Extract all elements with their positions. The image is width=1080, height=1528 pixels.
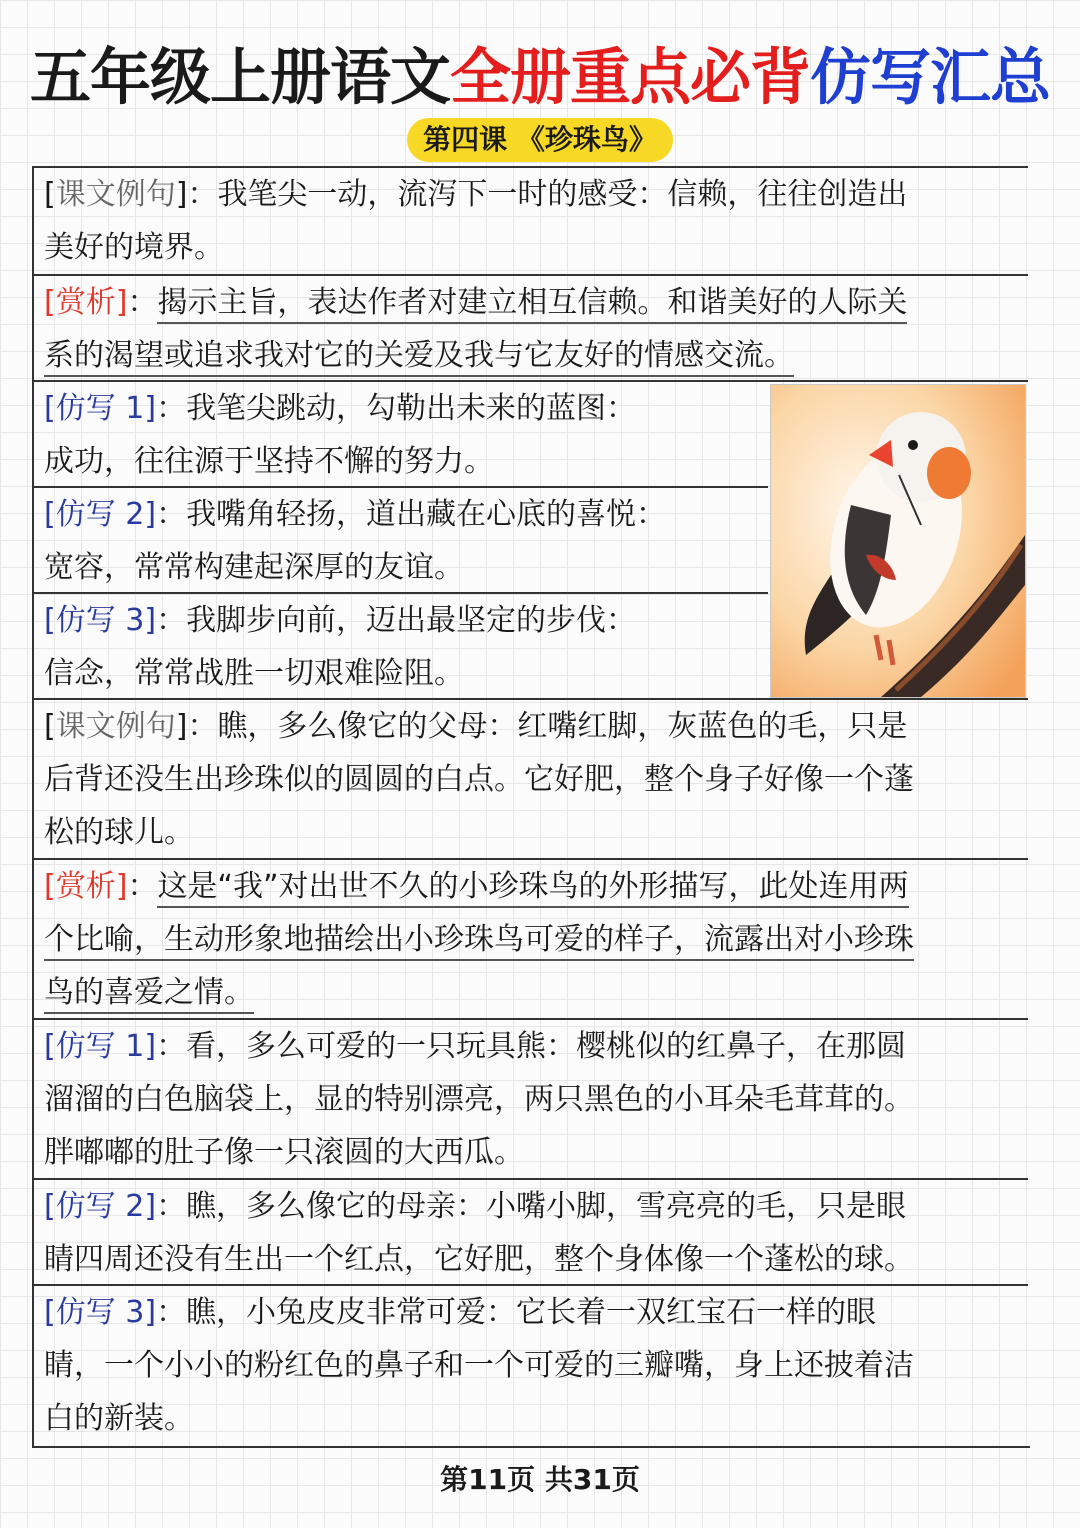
zebra-finch-image — [770, 384, 1026, 698]
section-tag: 仿写 3 — [55, 603, 145, 638]
page-number: 第11页 共31页 — [440, 1463, 640, 1496]
page-title — [0, 40, 1080, 116]
section-tag: 仿写 3 — [55, 1295, 145, 1330]
section-imitation-3b: [仿写 3]：瞧，小兔皮皮非常可爱：它长着一双红宝石一样的眼 睛，一个小小的粉红色的鼻子和一个可爱的三瓣嘴，身上还披着洁 白的新装。 — [34, 1284, 1028, 1446]
section-line: 鸟的喜爱之情。 — [44, 975, 254, 1014]
bracket-close: ] — [175, 177, 188, 212]
section-imitation-2b: [仿写 2]：瞧，多么像它的母亲：小嘴小脚，雪亮亮的毛，只是眼 睛四周还没有生出一个红点，它好肥，整个身体像一个蓬松的球。 — [34, 1178, 1028, 1286]
section-tag: 仿写 1 — [55, 1029, 145, 1064]
section-tag: 仿写 1 — [55, 391, 145, 426]
section-line: 瞧，多么像它的父母：红嘴红脚，灰蓝色的毛，只是 — [217, 709, 908, 744]
section-line: 这是“我”对出世不久的小珍珠鸟的外形描写，此处连用两 — [157, 869, 908, 908]
section-line: 睛，一个小小的粉红色的鼻子和一个可爱的三瓣嘴，身上还披着洁 — [44, 1348, 914, 1383]
section-tag: 仿写 2 — [55, 1189, 145, 1224]
section-example-1: [课文例句]：我笔尖一动，流泻下一时的感受：信赖，往往创造出 美好的境界。 — [34, 166, 1028, 276]
section-line: 成功，往往源于坚持不懈的努力。 — [44, 444, 494, 479]
section-line: 揭示主旨，表达作者对建立相互信赖。和谐美好的人际关 — [157, 285, 907, 324]
section-imitation-2a: [仿写 2]：我嘴角轻扬，道出藏在心底的喜悦： 宽容，常常构建起深厚的友谊。 — [34, 486, 768, 594]
title-part-grade: 五年级上册语文 — [29, 42, 450, 113]
title-part-key: 全册重点必背 — [449, 42, 810, 113]
title-part-summary: 仿写汇总 — [810, 42, 1051, 113]
section-line: 松的球儿。 — [44, 815, 194, 850]
section-line: 我嘴角轻扬，道出藏在心底的喜悦： — [186, 497, 667, 532]
section-analysis-1: [赏析]：揭示主旨，表达作者对建立相互信赖。和谐美好的人际关 系的渴望或追求我对它的关爱及我与它友好的情感交流。 — [34, 274, 1028, 382]
section-line: 个比喻，生动形象地描绘出小珍珠鸟可爱的样子，流露出对小珍珠 — [44, 922, 914, 961]
section-imitation-1a: [仿写 1]：我笔尖跳动，勾勒出未来的蓝图： 成功，往往源于坚持不懈的努力。 — [34, 380, 1028, 488]
section-tag: 赏析 — [55, 285, 116, 320]
section-analysis-2: [赏析]：这是“我”对出世不久的小珍珠鸟的外形描写，此处连用两 个比喻，生动形象地描绘出小珍珠鸟可爱的样子，流露出对小珍珠 鸟的喜爱之情。 — [34, 858, 1028, 1020]
section-line: 白的新装。 — [44, 1401, 194, 1436]
section-tag: 课文例句 — [55, 177, 176, 212]
bird-illustration-icon — [771, 385, 1025, 697]
section-line: 美好的境界。 — [44, 230, 224, 265]
section-tag: 课文例句 — [55, 709, 176, 744]
section-line: 后背还没生出珍珠似的圆圆的白点。它好肥，整个身子好像一个蓬 — [44, 762, 914, 797]
lesson-heading: 第四课 《珍珠鸟》 — [407, 118, 673, 162]
section-example-2: [课文例句]：瞧，多么像它的父母：红嘴红脚，灰蓝色的毛，只是 后背还没生出珍珠似的圆圆的白点。它好肥，整个身子好像一个蓬 松的球儿。 — [34, 698, 1028, 860]
section-tag: 赏析 — [55, 869, 116, 904]
section-line: 瞧，小兔皮皮非常可爱：它长着一双红宝石一样的眼 — [186, 1295, 877, 1330]
section-imitation-1b: [仿写 1]：看，多么可爱的一只玩具熊：樱桃似的红鼻子，在那圆 溜溜的白色脑袋上，显的特别漂亮，两只黑色的小耳朵毛茸茸的。 胖嘟嘟的肚子像一只滚圆的大西瓜。 — [34, 1018, 1028, 1180]
section-line: 睛四周还没有生出一个红点，它好肥，整个身体像一个蓬松的球。 — [44, 1242, 914, 1277]
section-line: 宽容，常常构建起深厚的友谊。 — [44, 550, 464, 585]
section-line: 我笔尖一动，流泻下一时的感受：信赖，往往创造出 — [217, 177, 908, 212]
section-line: 胖嘟嘟的肚子像一只滚圆的大西瓜。 — [44, 1135, 524, 1170]
section-line: 我脚步向前，迈出最坚定的步伐： — [186, 603, 637, 638]
lesson-heading-wrap — [0, 118, 1080, 162]
section-line: 看，多么可爱的一只玩具熊：樱桃似的红鼻子，在那圆 — [186, 1029, 907, 1064]
section-line: 系的渴望或追求我对它的关爱及我与它友好的情感交流。 — [44, 338, 794, 377]
section-line: 我笔尖跳动，勾勒出未来的蓝图： — [186, 391, 637, 426]
section-line: 溜溜的白色脑袋上，显的特别漂亮，两只黑色的小耳朵毛茸茸的。 — [44, 1082, 914, 1117]
section-tag: 仿写 2 — [55, 497, 145, 532]
section-line: 瞧，多么像它的母亲：小嘴小脚，雪亮亮的毛，只是眼 — [186, 1189, 907, 1224]
section-imitation-3a: [仿写 3]：我脚步向前，迈出最坚定的步伐： 信念，常常战胜一切艰难险阻。 — [34, 592, 768, 700]
section-line: 信念，常常战胜一切艰难险阻。 — [44, 656, 464, 691]
bracket-open: [ — [44, 177, 56, 212]
